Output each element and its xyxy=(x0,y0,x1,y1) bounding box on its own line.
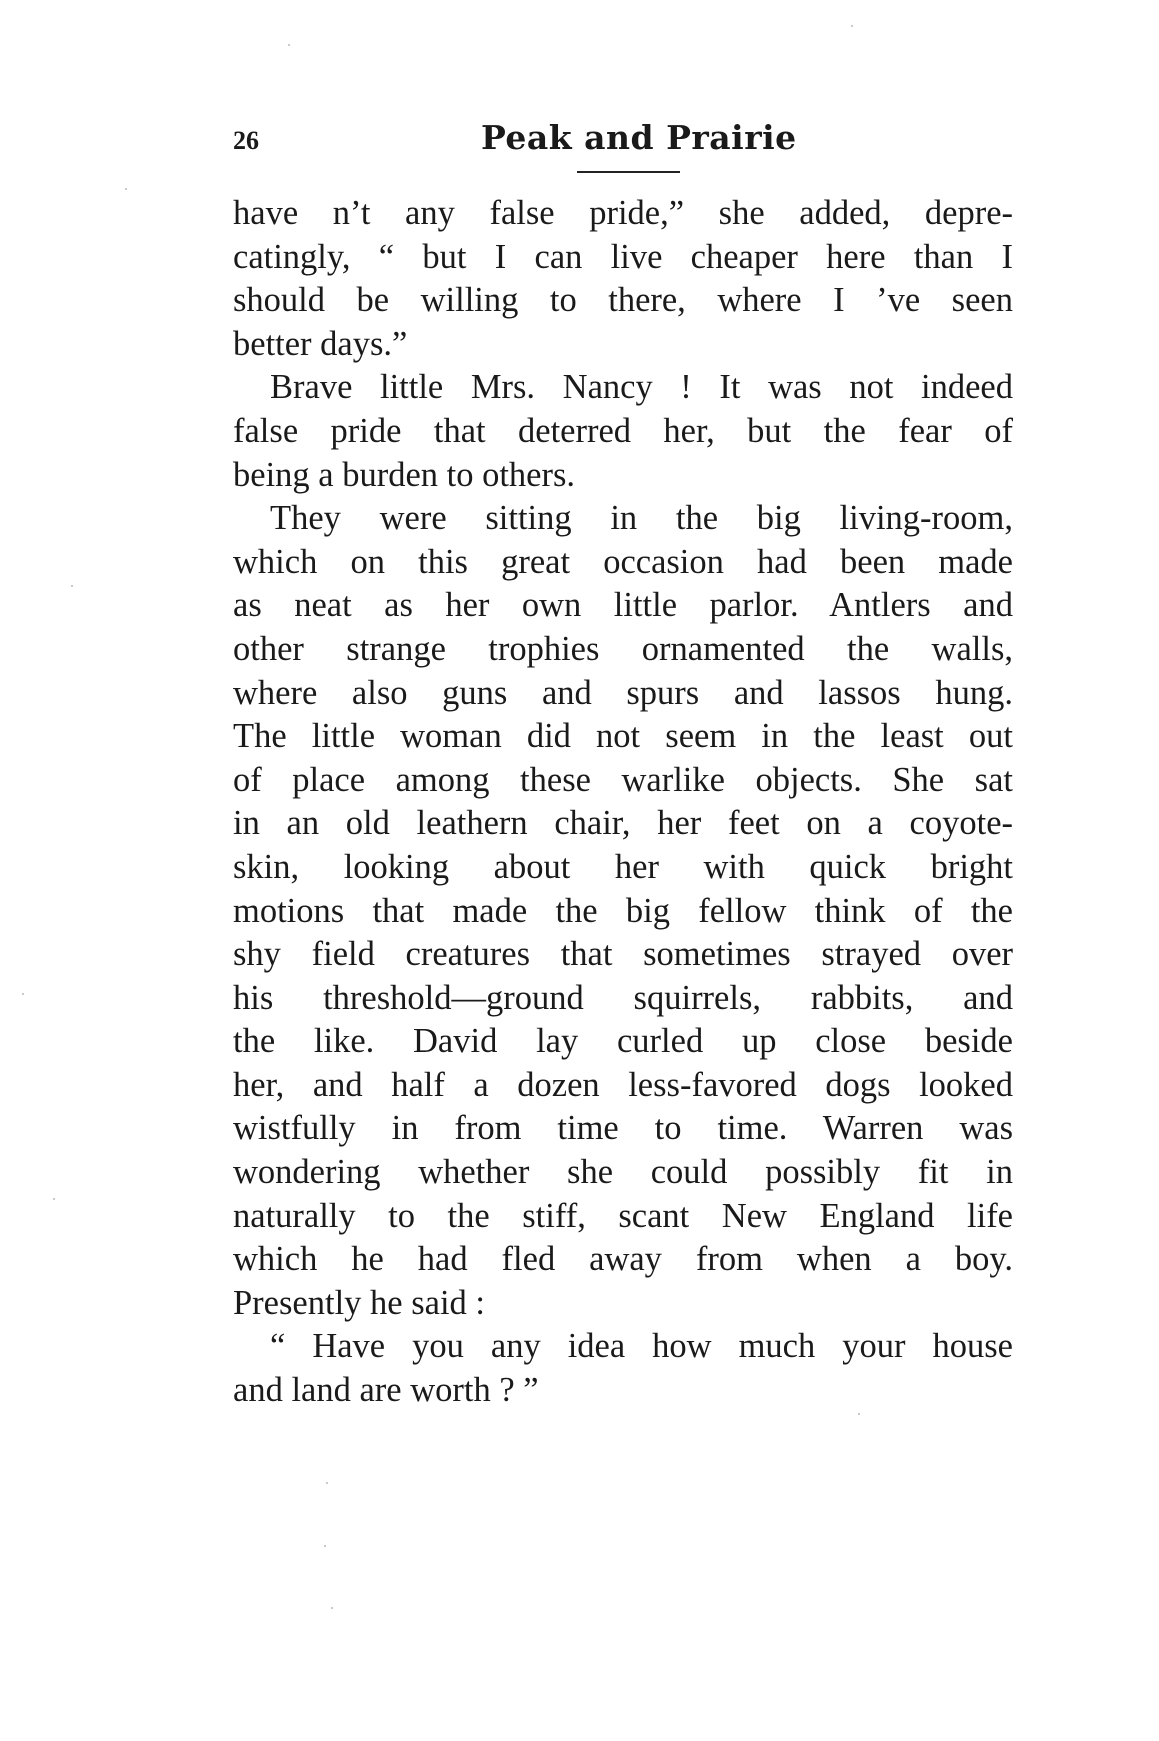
running-head xyxy=(233,118,1013,164)
text-line: better days.” xyxy=(233,324,408,363)
text-line: as neat as her own little parlor. Antlers and xyxy=(233,586,1013,625)
text-line: which on this great occasion had been made xyxy=(233,542,1013,581)
text-line: wistfully in from time to time. Warren was xyxy=(233,1109,1013,1148)
text-line: catingly, “ but I can live cheaper here than I xyxy=(233,237,1013,276)
paper-speck xyxy=(22,993,24,995)
text-line: skin, looking about her with quick bright xyxy=(233,847,1013,886)
text-line: which he had fled away from when a boy. xyxy=(233,1240,1013,1279)
text-line: being a burden to others. xyxy=(233,455,576,494)
text-line: Presently he said : xyxy=(233,1283,485,1322)
text-line: They were sitting in the big living-room, xyxy=(270,499,1013,538)
paper-speck xyxy=(288,44,290,46)
paper-speck xyxy=(324,1545,326,1547)
text-line: other strange trophies ornamented the walls, xyxy=(233,629,1013,668)
text-line: motions that made the big fellow think of the xyxy=(233,891,1013,930)
text-line: shy field creatures that sometimes strayed over xyxy=(233,935,1013,974)
text-line: in an old leathern chair, her feet on a coyote- xyxy=(233,804,1013,843)
text-line: naturally to the stiff, scant New England life xyxy=(233,1196,1013,1235)
text-line: false pride that deterred her, but the fear of xyxy=(233,411,1013,450)
paper-speck xyxy=(125,188,127,190)
text-line: “ Have you any idea how much your house xyxy=(270,1327,1013,1366)
text-line: Brave little Mrs. Nancy ! It was not indeed xyxy=(270,368,1013,407)
paper-speck xyxy=(326,1482,328,1484)
text-line: The little woman did not seem in the least out xyxy=(233,717,1013,756)
text-line: where also guns and spurs and lassos hung. xyxy=(233,673,1013,712)
paper-speck xyxy=(331,1607,333,1609)
paper-speck xyxy=(858,1413,860,1415)
page-number: 26 xyxy=(233,126,259,155)
text-line: his threshold—ground squirrels, rabbits, and xyxy=(233,978,1013,1017)
text-line: have n’t any false pride,” she added, depre- xyxy=(233,194,1013,232)
paper-speck xyxy=(851,25,853,27)
paper-speck xyxy=(71,585,73,587)
text-line: wondering whether she could possibly fit in xyxy=(233,1153,1013,1192)
text-line: should be willing to there, where I ’ve seen xyxy=(233,281,1013,320)
text-line: the like. David lay curled up close beside xyxy=(233,1022,1013,1061)
text-line: her, and half a dozen less-favored dogs looked xyxy=(233,1065,1013,1104)
text-line: of place among these warlike objects. She sat xyxy=(233,760,1013,799)
book-title: Peak and Prairie xyxy=(481,118,797,157)
paper-speck xyxy=(53,1198,55,1200)
text-line: and land are worth ? ” xyxy=(233,1371,539,1410)
header-rule xyxy=(577,171,680,173)
body-text xyxy=(233,192,1013,1413)
